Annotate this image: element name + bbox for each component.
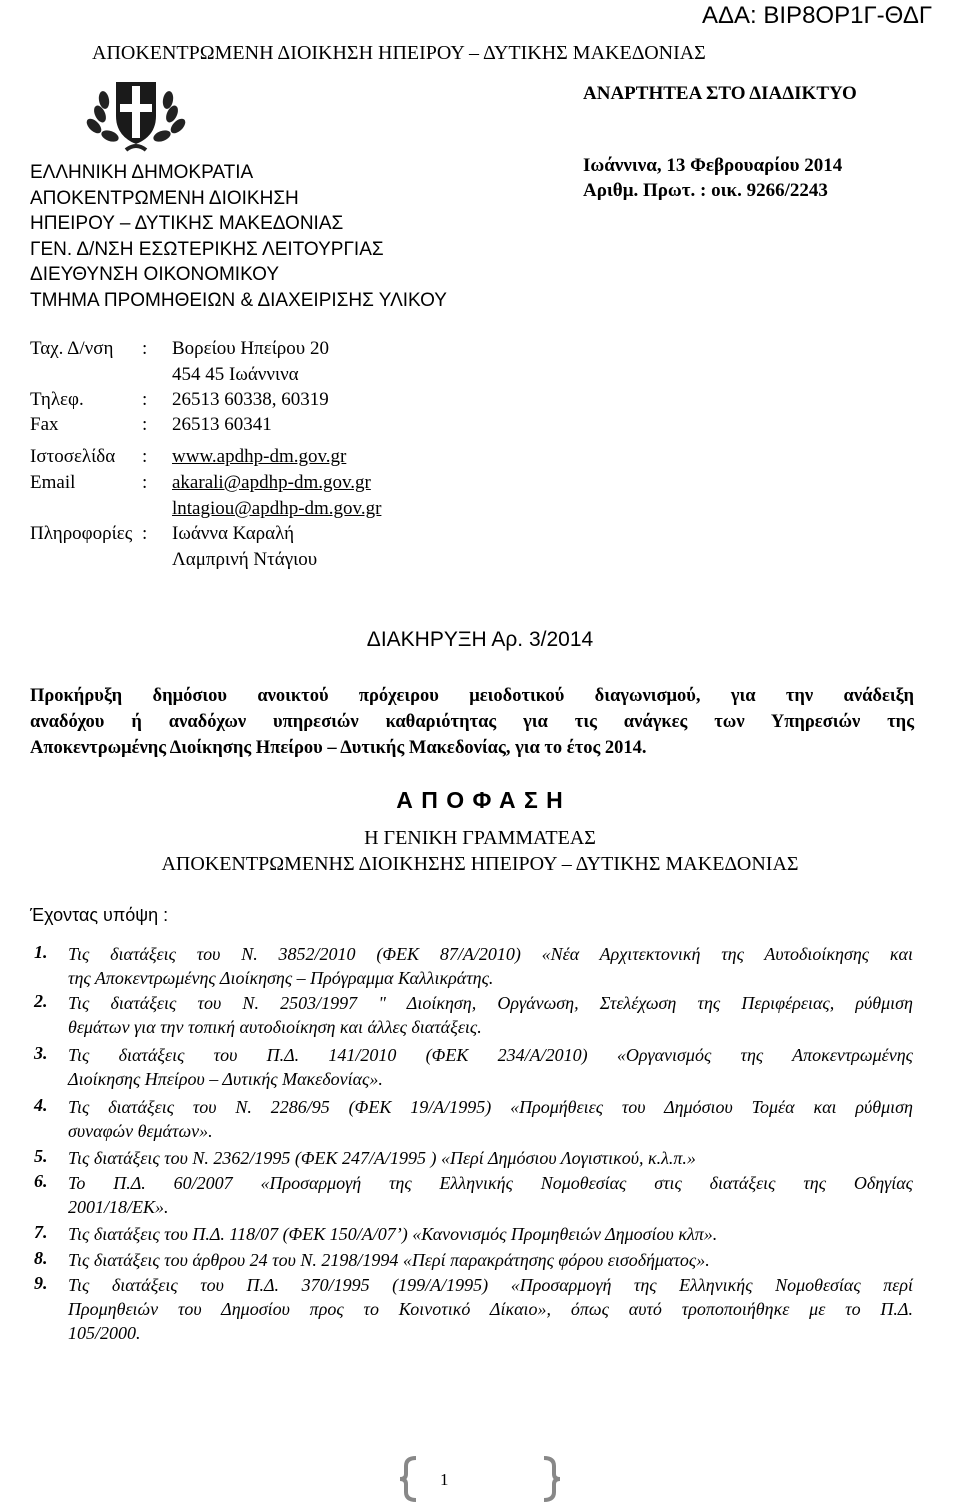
issuer-line: ΗΠΕΙΡΟΥ – ΔΥΤΙΚΗΣ ΜΑΚΕΔΟΝΙΑΣ — [30, 213, 344, 234]
colon: : — [142, 472, 148, 493]
top-header: ΑΠΟΚΕΝΤΡΩΜΕΝΗ ΔΙΟΙΚΗΣΗ ΗΠΕΙΡΟΥ – ΔΥΤΙΚΗΣ ΜΑΚΕΔΟΝΙΑΣ — [92, 42, 706, 64]
item-number: 3. — [34, 1043, 48, 1063]
item-line: συναφών θεμάτων». — [68, 1121, 213, 1141]
item-line: Τις διατάξεις του άρθρου 24 του Ν. 2198/1994 «Περί παρακράτησης φόρου εισοδήματος». — [68, 1250, 710, 1270]
item-number: 4. — [34, 1095, 48, 1115]
phone-value: 26513 60338, 60319 — [172, 389, 329, 410]
colon: : — [142, 446, 148, 467]
info-contact: Ιωάννα Καραλή — [172, 523, 295, 544]
website-link[interactable]: www.apdhp-dm.gov.gr — [172, 446, 347, 467]
list-item — [68, 1248, 913, 1272]
item-line: Τις διατάξεις του Π.Δ. 370/1995 (199/Α/1995) «Προσαρμογή της Ελληνικής Νομοθεσίας περί — [68, 1275, 913, 1295]
item-line: Τις διατάξεις του Ν. 2362/1995 (ΦΕΚ 247/Α/1995 ) «Περί Δημόσιου Λογιστικού, κ.λ.π.» — [68, 1148, 696, 1168]
list-item — [68, 1222, 913, 1246]
issuer-line: ΑΠΟΚΕΝΤΡΩΜΕΝΗ ΔΙΟΙΚΗΣΗ — [30, 187, 299, 209]
summary-line: αναδόχου ή αναδόχων υπηρεσιών καθαριότητας για τις ανάγκες των Υπηρεσιών της — [30, 712, 914, 732]
item-line: Τις διατάξεις του Ν. 2503/1997 " Διοίκηση, Οργάνωση, Στελέχωση της Περιφέρειας, ρύθμιση — [68, 993, 913, 1013]
email-link[interactable]: akarali@apdhp-dm.gov.gr — [172, 472, 371, 493]
item-line: Τις διατάξεις του Ν. 2286/95 (ΦΕΚ 19/Α/1995) «Προμήθειες του Δημόσιου Τομέα και ρύθμιση — [68, 1097, 913, 1117]
page-number: 1 — [440, 1470, 449, 1489]
list-item — [68, 1171, 913, 1219]
list-item — [68, 1273, 913, 1345]
item-number: 1. — [34, 942, 48, 962]
internet-notice: ΑΝΑΡΤΗΤΕΑ ΣΤΟ ΔΙΑΔΙΚΤΥΟ — [583, 83, 857, 104]
considering-label: Έχοντας υπόψη : — [30, 905, 169, 925]
colon: : — [142, 338, 148, 359]
issuer-line: ΓΕΝ. Δ/ΝΣΗ ΕΣΩΤΕΡΙΚΗΣ ΛΕΙΤΟΥΡΓΙΑΣ — [30, 238, 384, 260]
email-label: Email — [30, 472, 76, 493]
fax-value: 26513 60341 — [172, 414, 272, 435]
list-item — [68, 1146, 913, 1170]
phone-label: Τηλεφ. — [30, 389, 84, 410]
ada-code: ΑΔΑ: ΒΙΡ8ΟΡ1Γ-ΘΔΓ — [702, 2, 933, 29]
list-item — [68, 991, 913, 1039]
website-label: Ιστοσελίδα — [30, 446, 116, 467]
right-brace-icon — [538, 1456, 562, 1502]
item-number: 8. — [34, 1248, 48, 1268]
summary-line: Προκήρυξη δημόσιου ανοικτού πρόχειρου μειοδοτικού διαγωνισμού, για την ανάδειξη — [30, 686, 914, 706]
item-number: 7. — [34, 1222, 48, 1242]
issuer-line: ΔΙΕΥΘΥΝΣΗ ΟΙΚΟΝΟΜΙΚΟΥ — [30, 264, 280, 285]
address-label: Ταχ. Δ/νση — [30, 338, 114, 359]
list-item — [68, 942, 913, 990]
issuer-line: ΕΛΛΗΝΙΚΗ ΔΗΜΟΚΡΑΤΙΑ — [30, 162, 254, 183]
decision-title: Α Π Ο Φ Α Σ Η — [396, 787, 564, 813]
item-line: Τις διατάξεις του Π.Δ. 118/07 (ΦΕΚ 150/Α/07’) «Κανονισμός Προμηθειών Δημοσίου κλπ». — [68, 1224, 718, 1244]
date-line: Ιωάννινα, 13 Φεβρουαρίου 2014 — [583, 155, 843, 176]
issuer-block — [30, 160, 447, 313]
issuer-line: ΤΜΗΜΑ ΠΡΟΜΗΘΕΙΩΝ & ΔΙΑΧΕΙΡΙΣΗΣ ΥΛΙΚΟΥ — [30, 289, 447, 311]
item-line: Τις διατάξεις του Π.Δ. 141/2010 (ΦΕΚ 234/Α/2010) «Οργανισμός της Αποκεντρωμένης — [68, 1045, 913, 1065]
summary — [30, 683, 914, 761]
info-label: Πληροφορίες — [30, 523, 133, 544]
list-item — [68, 1095, 913, 1143]
protocol-number: Αριθμ. Πρωτ. : οικ. 9266/2243 — [583, 180, 828, 201]
item-line: Προμηθειών του Δημοσίου προς το Κοινοτικό Δίκαιο», όπως αυτό τροποποιήθηκε με το Π.Δ. — [68, 1299, 913, 1319]
secretary-title: Η ΓΕΝΙΚΗ ΓΡΑΜΜΑΤΕΑΣ — [364, 827, 596, 849]
announcement-title: ΔΙΑΚΗΡΥΞΗ Αρ. 3/2014 — [366, 628, 594, 651]
item-line: Τις διατάξεις του Ν. 3852/2010 (ΦΕΚ 87/Α/2010) «Νέα Αρχιτεκτονική της Αυτοδιοίκησης και — [68, 944, 913, 964]
item-number: 5. — [34, 1146, 48, 1166]
colon: : — [142, 523, 148, 544]
secretary-org: ΑΠΟΚΕΝΤΡΩΜΕΝΗΣ ΔΙΟΙΚΗΣΗΣ ΗΠΕΙΡΟΥ – ΔΥΤΙΚΗΣ ΜΑΚΕΔΟΝΙΑΣ — [161, 853, 799, 875]
info-contact: Λαμπρινή Ντάγιου — [172, 549, 318, 570]
summary-line: Αποκεντρωμένης Διοίκησης Ηπείρου – Δυτικής Μακεδονίας, για το έτος 2014. — [30, 738, 647, 758]
item-line: Το Π.Δ. 60/2007 «Προσαρμογή της Ελληνικής Νομοθεσίας στις διατάξεις της Οδηγίας — [68, 1173, 913, 1193]
item-line: Διοίκησης Ηπείρου – Δυτικής Μακεδονίας». — [68, 1069, 383, 1089]
left-brace-icon — [398, 1456, 422, 1502]
item-line: 105/2000. — [68, 1323, 141, 1343]
item-line: της Αποκεντρωμένης Διοίκησης – Πρόγραμμα Καλλικράτης. — [68, 968, 494, 988]
fax-label: Fax — [30, 414, 59, 435]
item-line: 2001/18/ΕΚ». — [68, 1197, 169, 1217]
item-number: 6. — [34, 1171, 48, 1191]
address-line: Βορείου Ηπείρου 20 — [172, 338, 329, 359]
address-line: 454 45 Ιωάννινα — [172, 364, 299, 385]
list-item — [68, 1043, 913, 1091]
colon: : — [142, 389, 148, 410]
colon: : — [142, 414, 148, 435]
item-number: 9. — [34, 1273, 48, 1293]
item-line: θεμάτων για την τοπική αυτοδιοίκηση και άλλες διατάξεις. — [68, 1017, 482, 1037]
coat-of-arms-icon — [80, 70, 192, 154]
item-number: 2. — [34, 991, 48, 1011]
email-link[interactable]: lntagiou@apdhp-dm.gov.gr — [172, 498, 382, 519]
